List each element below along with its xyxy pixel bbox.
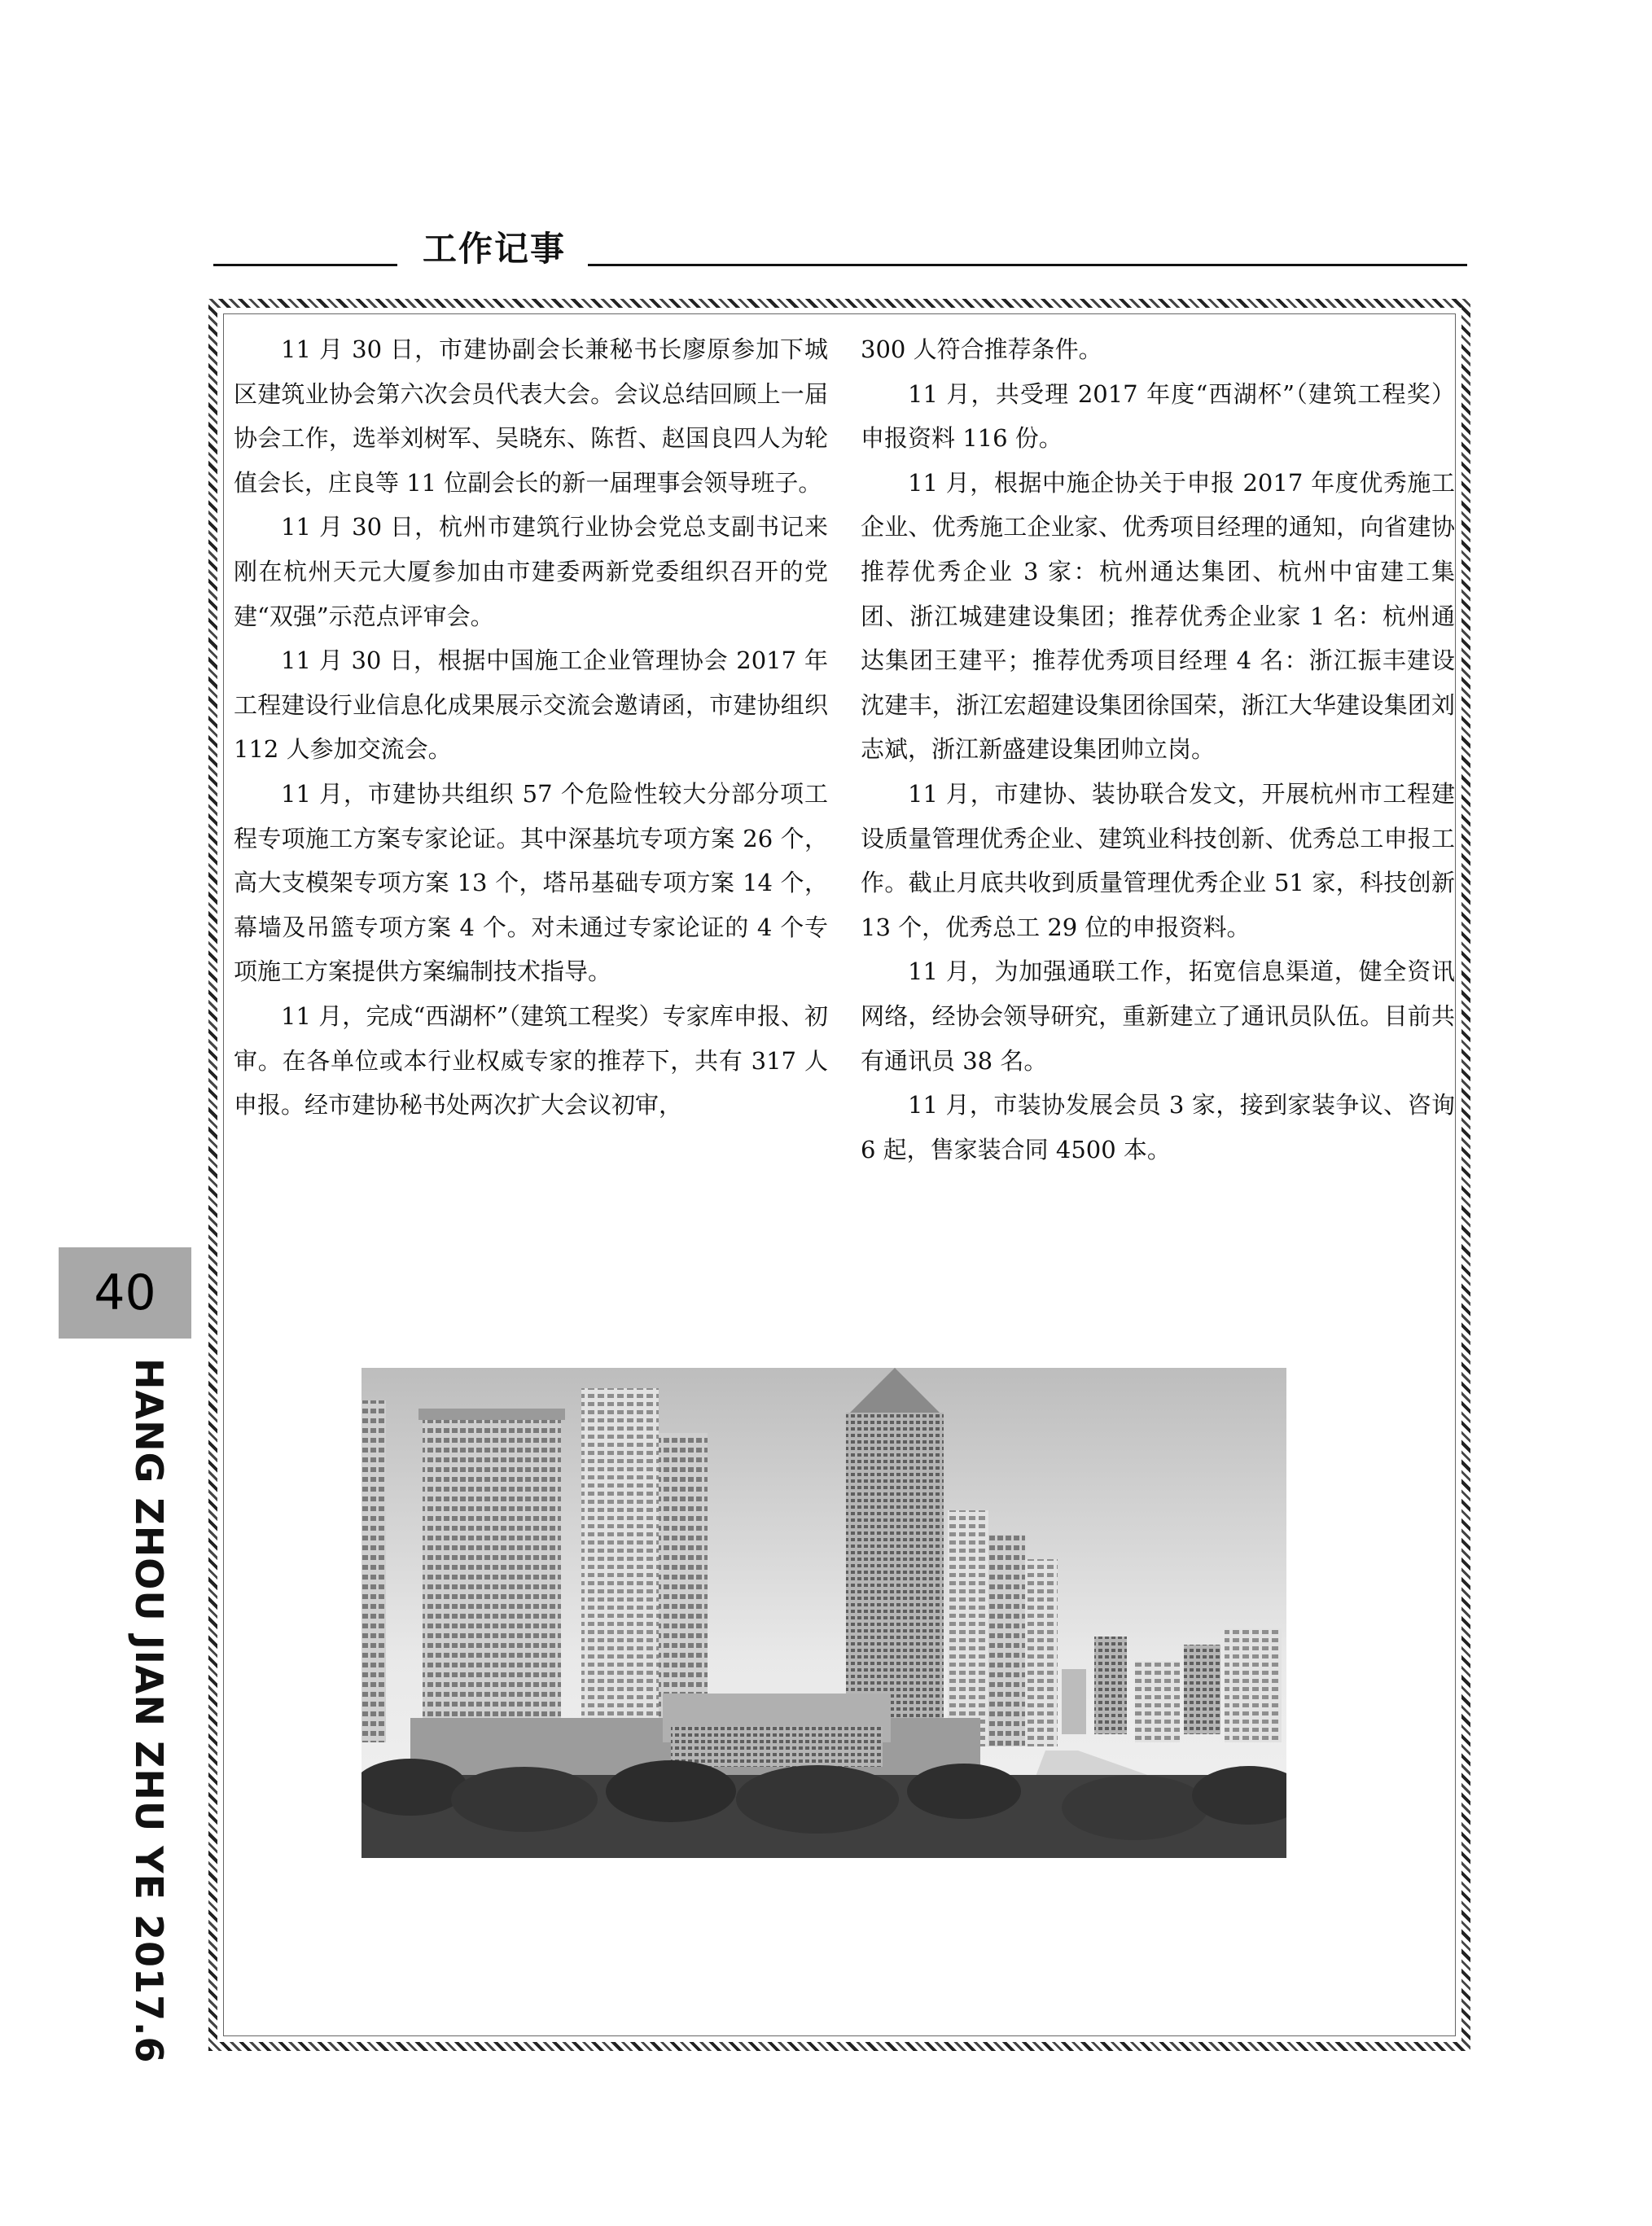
paragraph: 11 月，完成“西湖杯”（建筑工程奖）专家库申报、初审。在各单位或本行业权威专家的推荐下，共有 317 人申报。经市建协秘书处两次扩大会议初审， <box>234 1001 828 1120</box>
paragraph: 11 月 30 日，根据中国施工企业管理协会 2017 年工程建设行业信息化成果展示交流会邀请函，市建协组织 112 人参加交流会。 <box>234 646 828 764</box>
page-number: 40 <box>59 1247 191 1339</box>
header-rule-left <box>213 264 397 266</box>
paragraph: 11 月 30 日，杭州市建筑行业协会党总支副书记来刚在杭州天元大厦参加由市建委两新党委组织召开的党建“双强”示范点评审会。 <box>234 513 828 630</box>
right-column <box>861 327 1455 1172</box>
section-title: 工作记事 <box>422 229 566 269</box>
paragraph: 11 月，市建协、装协联合发文，开展杭州市工程建设质量管理优秀企业、建筑业科技创新、优秀总工申报工作。截止月底共收到质量管理优秀企业 51 家，科技创新 13 个，优秀总工 29 位的申报资料。 <box>861 779 1455 941</box>
left-column <box>234 327 828 1128</box>
city-skyline-photo <box>362 1368 1286 1858</box>
paragraph: 11 月 30 日，市建协副会长兼秘书长廖原参加下城区建筑业协会第六次会员代表大会。会议总结回顾上一届协会工作，选举刘树军、吴晓东、陈哲、赵国良四人为轮值会长，庄良等 11 位副会长的新一届理事会领导班子。 <box>234 335 828 497</box>
paragraph: 11 月，为加强通联工作，拓宽信息渠道，健全资讯网络，经协会领导研究，重新建立了通讯员队伍。目前共有通讯员 38 名。 <box>861 957 1455 1075</box>
paragraph: 11 月，共受理 2017 年度“西湖杯”（建筑工程奖）申报资料 116 份。 <box>861 379 1455 453</box>
journal-side-label: HANG ZHOU JIAN ZHU YE 2017.6 <box>127 1358 171 2064</box>
header-rule-right <box>588 264 1467 266</box>
paragraph: 11 月，市装协发展会员 3 家，接到家装争议、咨询 6 起，售家装合同 4500 本。 <box>861 1091 1455 1163</box>
paragraph-continuation: 300 人符合推荐条件。 <box>861 335 1102 363</box>
paragraph: 11 月，根据中施企协关于申报 2017 年度优秀施工企业、优秀施工企业家、优秀项目经理的通知，向省建协推荐优秀企业 3 家：杭州通达集团、杭州中宙建工集团、浙江城建建设集团；推荐优秀企业家 1 名：杭州通达集团王建平；推荐优秀项目经理 4 名：浙江振丰建设沈建丰，浙江宏超建设集团徐国荣，浙江大华建设集团刘志斌，浙江新盛建设集团帅立岗。 <box>861 468 1455 764</box>
paragraph: 11 月，市建协共组织 57 个危险性较大分部分项工程专项施工方案专家论证。其中深基坑专项方案 26 个，高大支模架专项方案 13 个，塔吊基础专项方案 14 个，幕墙及吊篮专项方案 4 个。对未通过专家论证的 4 个专项施工方案提供方案编制技术指导。 <box>234 779 828 986</box>
